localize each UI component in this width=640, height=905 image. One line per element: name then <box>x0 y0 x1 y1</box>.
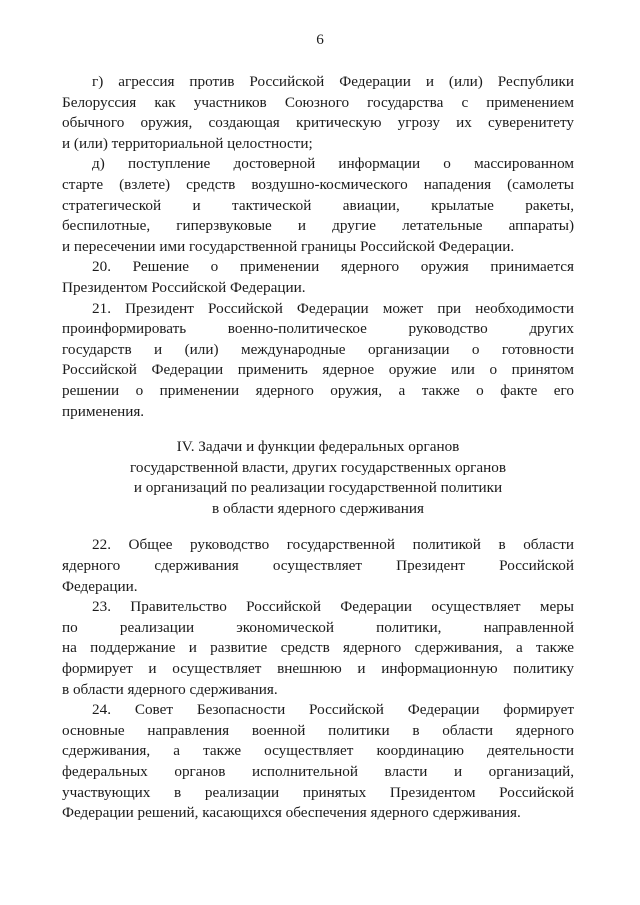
text-line: 22. Общее руководство государственной политикой в области <box>92 536 574 554</box>
text-line: основные направления военной политики в области ядерного <box>62 721 574 739</box>
paragraph <box>62 700 574 824</box>
text-line: Президентом Российской Федерации. <box>62 278 306 296</box>
text-line: федеральных органов исполнительной власти и организаций, <box>62 763 574 780</box>
heading-line: IV. Задачи и функции федеральных органов <box>176 438 460 456</box>
text-line: на поддержание и развитие средств ядерного сдерживания, а также <box>62 639 574 657</box>
paragraph <box>62 257 574 298</box>
paragraph <box>62 154 574 257</box>
text-line: д) поступление достоверной информации о массированном <box>92 155 574 173</box>
text-line: Федерации. <box>62 577 138 595</box>
text-line: обычного оружия, создающая критическую угрозу их суверенитету <box>62 114 574 132</box>
section-heading <box>62 437 574 519</box>
text-line: старте (взлете) средств воздушно-космического нападения (самолеты <box>62 175 574 193</box>
text-line: 20. Решение о применении ядерного оружия принимается <box>92 258 574 276</box>
text-line: Федерации решений, касающихся обеспечения ядерного сдерживания. <box>62 804 521 822</box>
text-line: Белоруссия как участников Союзного государства с применением <box>62 93 574 111</box>
page-number: 6 <box>316 31 324 48</box>
text-line: 21. Президент Российской Федерации может при необходимости <box>92 299 574 317</box>
paragraph <box>62 535 574 597</box>
paragraph <box>62 597 574 700</box>
text-line: г) агрессия против Российской Федерации и (или) Республики <box>92 73 574 90</box>
text-line: и (или) территориальной целостности; <box>62 134 313 152</box>
text-line: и пересечении ими государственной границы Российской Федерации. <box>62 237 515 255</box>
text-line: участвующих в реализации принятых Президентом Российской <box>62 783 574 801</box>
paragraph <box>62 299 574 423</box>
text-line: государств и (или) международные организации о готовности <box>62 340 574 358</box>
text-line: формирует и осуществляет внешнюю и информационную политику <box>62 660 574 678</box>
paragraph <box>62 72 574 154</box>
text-line: в области ядерного сдерживания. <box>62 680 278 698</box>
text-line: решении о применении ядерного оружия, а также о факте его <box>62 381 574 399</box>
text-line: по реализации экономической политики, направленной <box>62 618 574 636</box>
text-line: Российской Федерации применить ядерное оружие или о принятом <box>62 361 574 379</box>
heading-line: и организаций по реализации государственной политики <box>133 479 503 497</box>
text-line: ядерного сдерживания осуществляет Президент Российской <box>62 557 574 575</box>
text-line: проинформировать военно-политическое руководство других <box>62 320 574 338</box>
text-line: сдерживания, а также осуществляет координацию деятельности <box>62 742 574 760</box>
heading-line: государственной власти, других государственных органов <box>129 458 507 476</box>
text-line: применения. <box>62 402 145 420</box>
text-line: беспилотные, гиперзвуковые и другие летательные аппараты) <box>62 217 574 235</box>
text-line: 24. Совет Безопасности Российской Федерации формирует <box>92 701 574 719</box>
text-line: 23. Правительство Российской Федерации осуществляет меры <box>92 598 574 616</box>
heading-line: в области ядерного сдерживания <box>212 499 424 517</box>
document-body <box>62 72 574 824</box>
text-line: стратегической и тактической авиации, крылатые ракеты, <box>62 196 574 214</box>
